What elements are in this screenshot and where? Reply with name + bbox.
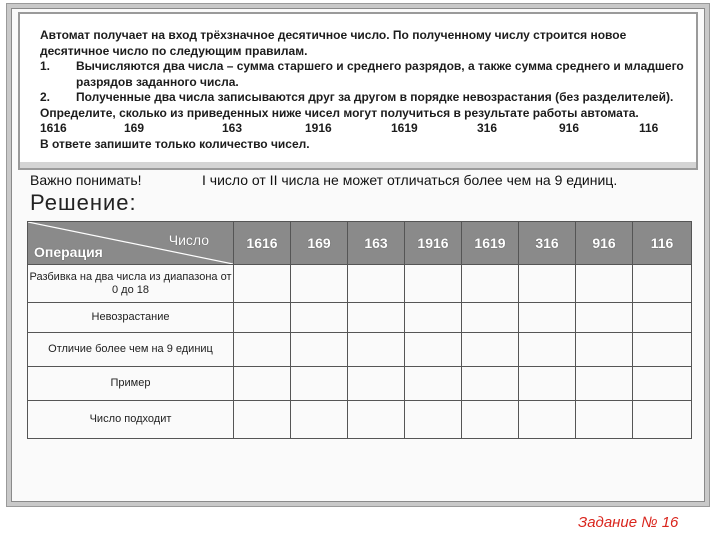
task-number: 169 [124, 121, 145, 135]
table-cell [405, 303, 462, 333]
table-cell [576, 401, 633, 439]
important-heading: Важно понимать! [30, 172, 142, 188]
task-numbers [40, 121, 680, 137]
task-number: 163 [222, 121, 243, 135]
table-cell [348, 265, 405, 303]
header-corner [28, 222, 234, 265]
table-cell [291, 401, 348, 439]
table-cell [348, 401, 405, 439]
table-cell [234, 303, 291, 333]
table-cell [234, 401, 291, 439]
table-cell [462, 401, 519, 439]
table-cell [462, 333, 519, 367]
solution-table [27, 221, 692, 439]
table-cell [633, 401, 692, 439]
table-cell [234, 265, 291, 303]
table-cell [462, 367, 519, 401]
column-header: 316 [519, 222, 576, 265]
table-cell [234, 333, 291, 367]
table-cell [519, 333, 576, 367]
column-header: 1616 [234, 222, 291, 265]
operation-label: Число подходит [28, 401, 234, 439]
column-header: 1619 [462, 222, 519, 265]
table-cell [234, 367, 291, 401]
table-cell [576, 303, 633, 333]
table-cell [291, 265, 348, 303]
table-row [28, 367, 692, 401]
operation-label: Отличие более чем на 9 единиц [28, 333, 234, 367]
table-row [28, 303, 692, 333]
task-question: Определите, сколько из приведенных ниже чисел могут получиться в результате работы автомата. [40, 105, 639, 120]
table-cell [576, 367, 633, 401]
table-cell [633, 265, 692, 303]
table-cell [348, 367, 405, 401]
column-header: 163 [348, 222, 405, 265]
table-cell [348, 303, 405, 333]
task-number: 116 [639, 121, 659, 135]
table-cell [405, 367, 462, 401]
hint-note: I число от II числа не может отличаться более чем на 9 единиц. [202, 172, 618, 188]
task-line: десятичное число по следующим правилам. [40, 43, 308, 58]
table-cell [405, 265, 462, 303]
answer-note: В ответе запишите только количество чисел. [40, 136, 310, 151]
header-operation-label: Операция [34, 244, 103, 260]
table-cell [348, 333, 405, 367]
table-cell [576, 265, 633, 303]
column-header: 1916 [405, 222, 462, 265]
solution-title: Решение: [30, 190, 137, 215]
table-cell [519, 367, 576, 401]
header-number-label: Число [168, 232, 209, 248]
table-cell [576, 333, 633, 367]
task-number: 1916 [305, 121, 332, 135]
table-row [28, 401, 692, 439]
table-cell [405, 333, 462, 367]
table-cell [291, 333, 348, 367]
table-cell [633, 333, 692, 367]
task-line: Автомат получает на вход трёхзначное десятичное число. По полученному числу строится новое [40, 28, 627, 42]
table-cell [405, 401, 462, 439]
task-statement-box [18, 12, 698, 170]
rule-item-2: 2. Полученные два числа записываются друг за другом в порядке невозрастания (без разделителей). [40, 90, 674, 104]
column-header: 116 [633, 222, 692, 265]
operation-label: Невозрастание [28, 303, 234, 333]
table-cell [633, 303, 692, 333]
task-number: 1616 [40, 121, 67, 135]
table-row [28, 265, 692, 303]
table-cell [519, 401, 576, 439]
operation-label: Разбивка на два числа из диапазона от 0 до 18 [28, 265, 234, 303]
table-cell [462, 265, 519, 303]
table-row [28, 333, 692, 367]
table-cell [519, 303, 576, 333]
task-number: 316 [477, 121, 498, 135]
task-number-footer: Задание № 16 [578, 514, 679, 531]
table-cell [291, 367, 348, 401]
table-cell [633, 367, 692, 401]
column-header: 916 [576, 222, 633, 265]
table-cell [462, 303, 519, 333]
rule-item-1: 1. Вычисляются два числа – сумма старшего и среднего разрядов, а также сумма среднего и младшего [40, 59, 684, 73]
task-number: 916 [559, 121, 580, 135]
column-header: 169 [291, 222, 348, 265]
table-cell [291, 303, 348, 333]
rule-item-1-cont: разрядов заданного числа. [76, 74, 239, 89]
task-text [40, 28, 684, 152]
table-cell [519, 265, 576, 303]
task-number: 1619 [391, 121, 418, 135]
operation-label: Пример [28, 367, 234, 401]
